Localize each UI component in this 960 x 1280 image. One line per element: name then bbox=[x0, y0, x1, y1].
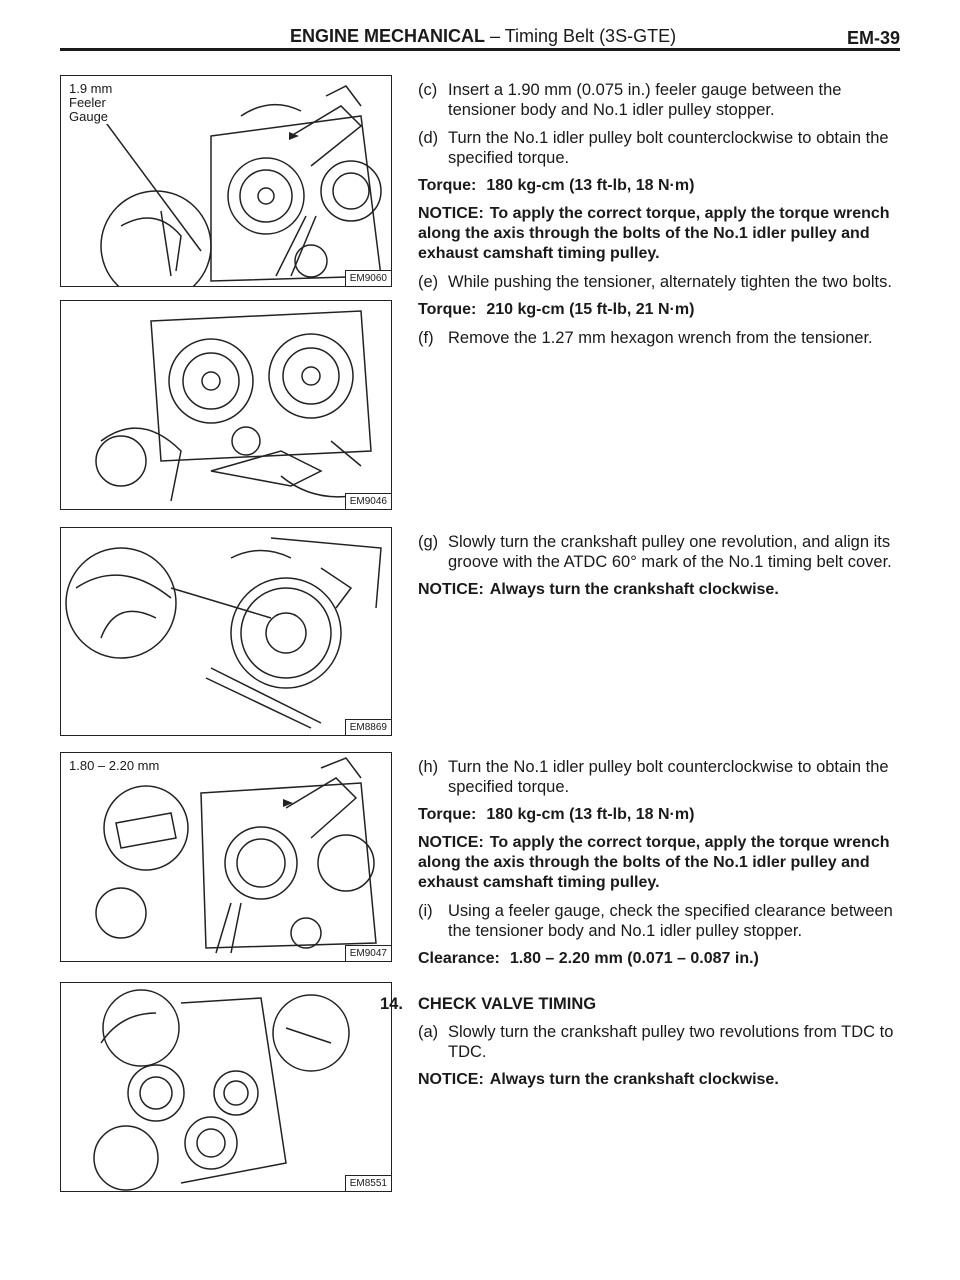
notice-key: NOTICE: bbox=[418, 581, 484, 598]
spec-key: Torque: bbox=[418, 301, 477, 318]
figure-illustration bbox=[61, 753, 391, 961]
page-number: EM-39 bbox=[846, 28, 900, 48]
step-f bbox=[418, 328, 900, 348]
notice-text: To apply the correct torque, apply the torque wrench along the axis through the bolts of the No.1 idler pulley and exhaust camshaft timing pulley. bbox=[418, 205, 890, 262]
step-label: (d) bbox=[418, 129, 439, 147]
step-a bbox=[418, 1022, 900, 1062]
notice-text: Always turn the crankshaft clockwise. bbox=[489, 1071, 779, 1088]
notice bbox=[418, 833, 900, 893]
step-text: Remove the 1.27 mm hexagon wrench from the tensioner. bbox=[448, 329, 873, 347]
spec-key: Clearance: bbox=[418, 950, 500, 967]
figure-illustration bbox=[61, 983, 391, 1191]
notice-key: NOTICE: bbox=[418, 205, 484, 222]
torque-spec bbox=[418, 176, 900, 196]
step-g bbox=[418, 532, 900, 572]
header-section: ENGINE MECHANICAL bbox=[290, 26, 486, 46]
figure-crankshaft-pulley bbox=[60, 527, 392, 736]
step-label: (e) bbox=[418, 273, 439, 291]
spec-value: 180 kg-cm (13 ft-lb, 18 N·m) bbox=[486, 177, 695, 194]
figure-feeler-gauge bbox=[60, 75, 392, 287]
spec-value: 210 kg-cm (15 ft-lb, 21 N·m) bbox=[486, 301, 695, 318]
step-label: (f) bbox=[418, 329, 434, 347]
header-rule bbox=[60, 48, 900, 51]
notice bbox=[418, 204, 900, 264]
figure-illustration bbox=[61, 528, 391, 735]
figure-callout bbox=[69, 82, 112, 124]
step-text: Turn the No.1 idler pulley bolt counterclockwise to obtain the specified torque. bbox=[448, 129, 889, 167]
step-text: Slowly turn the crankshaft pulley one revolution, and align its groove with the ATDC 60° mark of the No.1 timing belt cover. bbox=[448, 533, 892, 571]
step-d bbox=[418, 128, 900, 168]
notice-key: NOTICE: bbox=[418, 1071, 484, 1088]
clearance-spec bbox=[418, 949, 900, 969]
notice bbox=[418, 580, 900, 600]
step-label: (g) bbox=[418, 533, 439, 551]
text-block-h-i bbox=[418, 757, 900, 977]
section-heading bbox=[380, 994, 900, 1014]
step-i bbox=[418, 901, 900, 941]
notice-text: To apply the correct torque, apply the torque wrench along the axis through the bolts of the No.1 idler pulley and exhaust camshaft timing pulley. bbox=[418, 834, 890, 891]
figure-valve-timing bbox=[60, 982, 392, 1192]
header-separator: – bbox=[485, 26, 505, 46]
notice bbox=[418, 1070, 900, 1090]
text-block-g bbox=[418, 532, 900, 608]
callout-line: 1.80 – 2.20 mm bbox=[69, 758, 160, 773]
step-text: Turn the No.1 idler pulley bolt counterclockwise to obtain the specified torque. bbox=[448, 758, 889, 796]
step-label: (c) bbox=[418, 81, 438, 99]
step-text: Slowly turn the crankshaft pulley two revolutions from TDC to TDC. bbox=[448, 1023, 894, 1061]
step-h bbox=[418, 757, 900, 797]
figure-callout bbox=[69, 759, 159, 773]
section-title: CHECK VALVE TIMING bbox=[418, 995, 597, 1013]
step-text: Using a feeler gauge, check the specified clearance between the tensioner body and No.1 idler pulley stopper. bbox=[448, 902, 893, 940]
text-block-14 bbox=[380, 994, 900, 1098]
section-number: 14. bbox=[380, 995, 403, 1013]
torque-spec bbox=[418, 805, 900, 825]
callout-line: Gauge bbox=[69, 109, 109, 124]
step-c bbox=[418, 80, 900, 120]
figure-code: EM8869 bbox=[345, 719, 391, 735]
text-block-c-f bbox=[418, 80, 900, 356]
step-label: (i) bbox=[418, 902, 433, 920]
step-label: (h) bbox=[418, 758, 439, 776]
step-e bbox=[418, 272, 900, 292]
spec-key: Torque: bbox=[418, 806, 477, 823]
figure-clearance-check bbox=[60, 752, 392, 962]
torque-spec bbox=[418, 300, 900, 320]
step-text: While pushing the tensioner, alternately tighten the two bolts. bbox=[448, 273, 892, 291]
figure-code: EM9060 bbox=[345, 270, 391, 286]
figure-code: EM9047 bbox=[345, 945, 391, 961]
notice-text: Always turn the crankshaft clockwise. bbox=[489, 581, 779, 598]
figure-illustration bbox=[61, 301, 391, 509]
figure-camshaft-pulleys bbox=[60, 300, 392, 510]
callout-line: Feeler bbox=[69, 95, 106, 110]
notice-key: NOTICE: bbox=[418, 834, 484, 851]
figure-code: EM8551 bbox=[345, 1175, 391, 1191]
step-label: (a) bbox=[418, 1023, 439, 1041]
callout-line: 1.9 mm bbox=[69, 81, 113, 96]
figure-code: EM9046 bbox=[345, 493, 391, 509]
header-title bbox=[290, 26, 676, 47]
spec-value: 1.80 – 2.20 mm (0.071 – 0.087 in.) bbox=[509, 950, 759, 967]
spec-key: Torque: bbox=[418, 177, 477, 194]
spec-value: 180 kg-cm (13 ft-lb, 18 N·m) bbox=[486, 806, 695, 823]
step-text: Insert a 1.90 mm (0.075 in.) feeler gauge between the tensioner body and No.1 idler pulley stopper. bbox=[448, 81, 842, 119]
header-subtitle: Timing Belt (3S-GTE) bbox=[504, 26, 677, 46]
